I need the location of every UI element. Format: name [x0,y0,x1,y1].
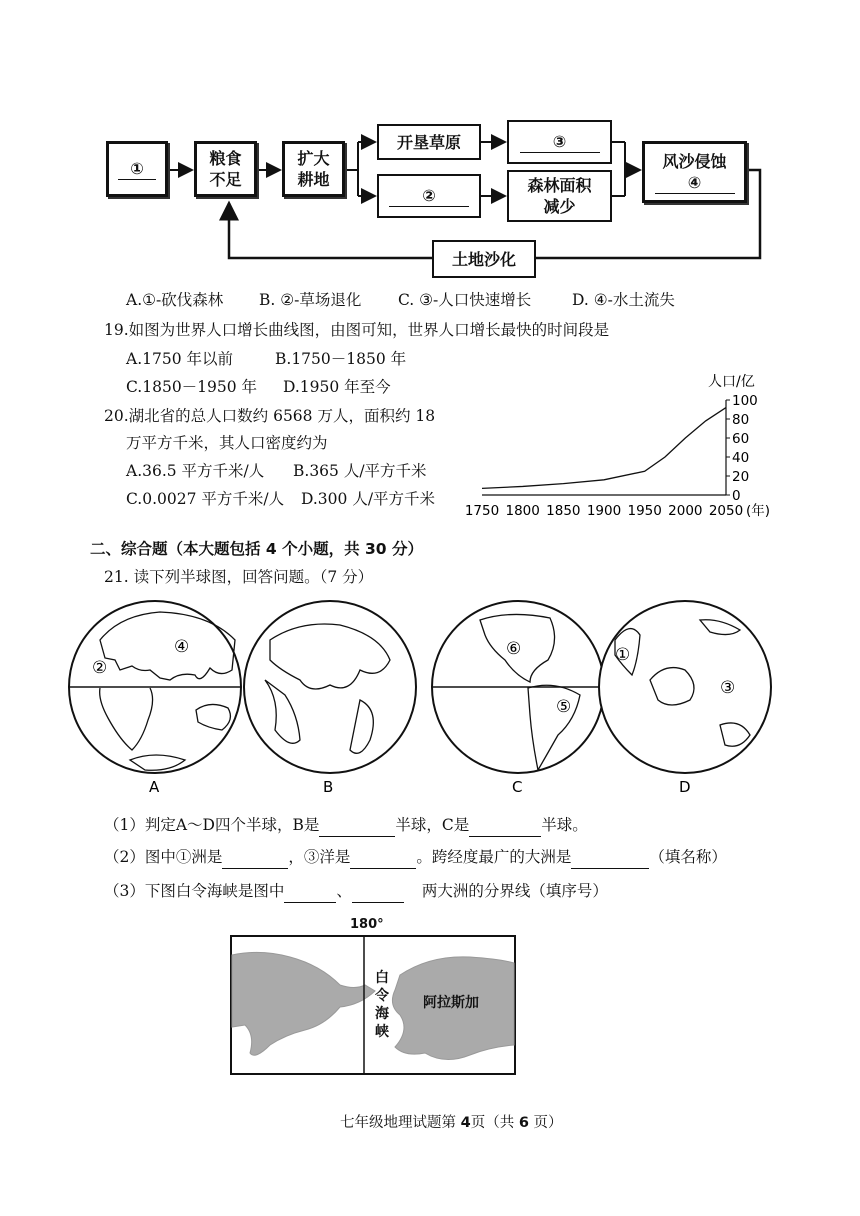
hemisphere-label-a: A [149,778,160,796]
chart-x-tick-label: 2000 [668,503,703,519]
blank-4: ④ [655,172,735,194]
chart-y-tick-label: 100 [732,393,758,409]
mark-1: ① [615,645,631,665]
q20-stem-1: 20.湖北省的总人口数约 6568 万人，面积约 18 [104,407,436,425]
population-series-line [482,408,726,489]
answer-blank-continent-y[interactable] [352,880,404,903]
page-footer: 七年级地理试题第 4页（共 6 页） [340,1115,563,1131]
answer-blank-continent-1[interactable] [222,846,288,869]
box-1 [106,141,168,197]
q20-option-c: C.0.0027 平方千米/人 [126,490,285,508]
sub-question-2: （2）图中①洲是 ，③洋是 。跨经度最广的大洲是 （填名称） [104,846,727,869]
chart-x-tick-label: 1750 [464,503,500,519]
alaska-label: 阿拉斯加 [423,995,479,1011]
chart-x-unit: (年) [746,503,771,519]
q21-stem: 21. 读下列半球图，回答问题。（7 分） [104,568,374,586]
box-wind-erosion: 风沙侵蚀 ④ [642,141,747,203]
box-forest-reduced: 森林面积 减少 [507,170,612,222]
box-food-shortage: 粮食 不足 [194,141,257,197]
q19-stem: 19.如图为世界人口增长曲线图，由图可知，世界人口增长最快的时间段是 [104,321,610,339]
q19-option-b: B.1750－1850 年 [275,350,407,368]
mark-3: ③ [720,678,736,698]
hemisphere-label-d: D [679,778,691,796]
answer-blank-c[interactable] [469,814,541,837]
chart-y-tick-label: 60 [732,431,750,447]
mark-4: ④ [174,637,190,657]
chart-y-tick-label: 0 [732,488,741,504]
q19-option-a: A.1750 年以前 [126,350,233,368]
hemisphere-d [599,601,771,773]
answer-blank-widest-continent[interactable] [571,846,649,869]
mark-5: ⑤ [556,697,572,717]
hemisphere-c [432,601,604,773]
answer-blank-ocean-3[interactable] [350,846,416,869]
q18-option-b: B. ②-草场退化 [259,291,362,309]
box-reclaim-grassland: 开垦草原 [377,124,481,160]
chart-x-tick-label: 1900 [586,503,622,519]
blank-1: ① [118,158,156,180]
box-expand-farmland: 扩大 耕地 [282,141,345,197]
strait-label: 白令海峡 [375,970,389,1040]
box-desertification: 土地沙化 [432,240,536,278]
blank-3: ③ [520,131,600,153]
hemisphere-b [244,601,416,773]
q20-option-a: A.36.5 平方千米/人 [126,462,265,480]
population-chart [464,370,815,522]
hemisphere-maps [60,600,780,800]
mark-2: ② [92,658,108,678]
box-3 [507,120,612,164]
hemisphere-label-b: B [323,778,334,796]
chart-x-tick-label: 1800 [505,503,540,519]
q19-option-c: C.1850－1950 年 [126,378,258,396]
hemisphere-a [69,601,241,773]
chart-y-tick-label: 40 [732,450,750,466]
chart-x-tick-label: 1950 [627,503,662,519]
blank-2: ② [389,185,469,207]
chart-y-label: 人口/亿 [708,374,755,390]
hemisphere-label-c: C [512,778,523,796]
q20-stem-2: 万平方千米，其人口密度约为 [126,434,328,452]
sub-question-3: （3）下图白令海峡是图中 、 两大洲的分界线（填序号） [104,880,608,903]
mark-6: ⑥ [506,639,522,659]
q18-option-d: D. ④-水土流失 [572,291,675,309]
chart-y-tick-label: 80 [732,412,750,428]
answer-blank-continent-x[interactable] [284,880,336,903]
answer-blank-b[interactable] [319,814,395,837]
q20-option-d: D.300 人/平方千米 [301,490,436,508]
meridian-label: 180° [350,917,384,932]
chart-x-tick-label: 1850 [546,503,581,519]
q20-option-b: B.365 人/平方千米 [293,462,427,480]
chart-x-tick-label: 2050 [708,503,744,519]
sub-question-1: （1）判定A～D四个半球，B是 半球，C是 半球。 [104,814,588,837]
q18-option-a: A.①-砍伐森林 [126,291,224,309]
box-2 [377,174,481,218]
q19-option-d: D.1950 年至今 [283,378,391,396]
chart-y-tick-label: 20 [732,469,750,485]
q18-option-c: C. ③-人口快速增长 [398,291,532,309]
section2-title: 二、综合题（本大题包括 4 个小题，共 30 分） [90,540,423,558]
